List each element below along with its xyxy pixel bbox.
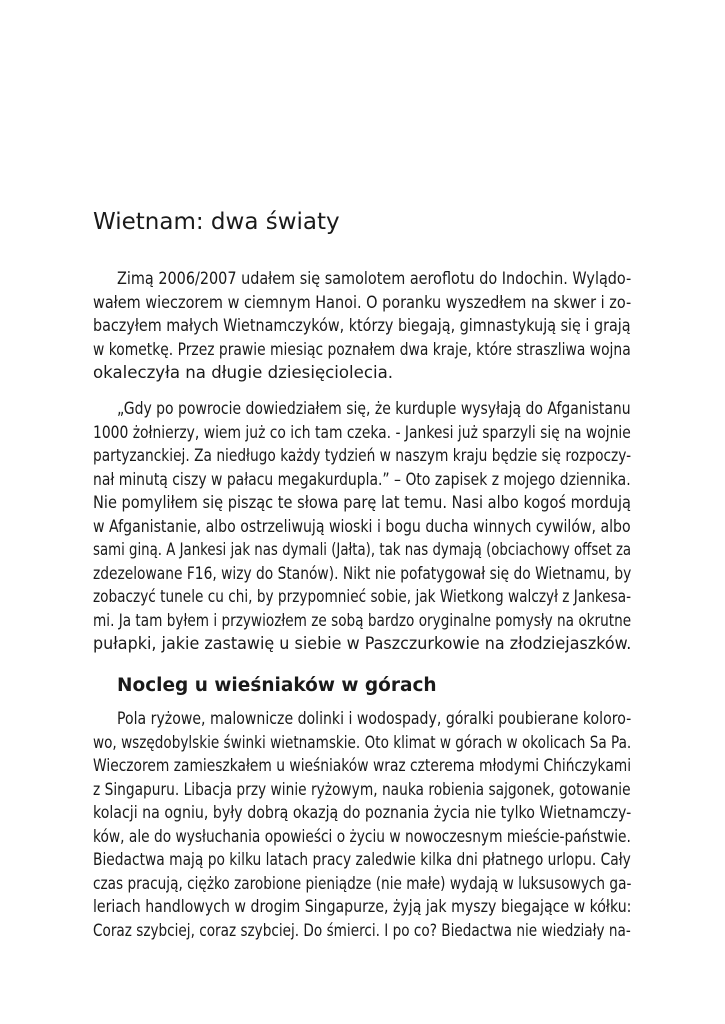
text-line: 1000 żołnierzy, wiem już co ich tam czeka. - Jankesi już sparzyli się na wojnie [93, 422, 631, 442]
text-line: wałem wieczorem w ciemnym Hanoi. O poranku wyszedłem na skwer i zo- [93, 292, 632, 312]
text-line: okaleczyła na długie dziesięciolecia. [93, 363, 394, 382]
section-title: Nocleg u wieśniaków w górach [117, 675, 437, 696]
text-line: „Gdy po powrocie dowiedziałem się, że kurduple wysyłają do Afganistanu [117, 399, 631, 418]
text-line: sami giną. A Jankesi jak nas dymali (Jałta), tak nas dymają (obciachowy offset za [93, 540, 632, 559]
text-line: Nie pomyliłem się pisząc te słowa parę lat temu. Nasi albo kogoś mordują [93, 493, 631, 512]
text-line: Biedactwa mają po kilku latach pracy zaledwie kilka dni płatnego urlopu. Cały [93, 850, 631, 869]
text-line: z Singapuru. Libacja przy winie ryżowym, nauka robienia sajgonek, gotowanie [93, 779, 631, 799]
text-line: pułapki, jakie zastawię u siebie w Paszczurkowie na złodziejaszków. [93, 634, 632, 653]
text-line: w Afganistanie, albo ostrzeliwują wioski i bogu ducha winnych cywilów, albo [93, 516, 631, 536]
text-line: leriach handlowych w drogim Singapurze, żyją jak myszy biegające w kółku: [93, 897, 632, 916]
text-line: zobaczyć tunele cu chi, by przypomnieć sobie, jak Wietkong walczył z Jankesa- [93, 587, 632, 606]
text-line: zdezelowane F16, wizy do Stanów). Nikt nie pofatygował się do Wietnamu, by [93, 563, 632, 583]
text-line: Coraz szybciej, coraz szybciej. Do śmierci. I po co? Biedactwa nie wiedziały na- [93, 920, 631, 940]
text-line: wo, wszędobylskie świnki wietnamskie. Oto klimat w górach w okolicach Sa Pa. [93, 732, 632, 752]
text-line: Pola ryżowe, malownicze dolinki i wodospady, góralki poubierane koloro- [117, 709, 632, 728]
text-line: w kometkę. Przez prawie miesiąc poznałem dwa kraje, które straszliwa wojna [93, 339, 631, 359]
text-line: kolacji na ogniu, były dobrą okazją do poznania życia nie tylko Wietnamczy- [93, 803, 632, 822]
text-line: Zimą 2006/2007 udałem się samolotem aeroflotu do Indochin. Wylądo- [117, 269, 632, 288]
chapter-title: Wietnam: dwa światy [93, 209, 340, 235]
text-line: nał minutą ciszy w pałacu megakurdupla.” – Oto zapisek z mojego dziennika. [93, 469, 631, 489]
text-line: baczyłem małych Wietnamczyków, którzy biegają, gimnastykują się i grają [93, 316, 631, 335]
text-line: mi. Ja tam byłem i przywiozłem ze sobą bardzo oryginalne pomysły na okrutne [93, 610, 632, 630]
text-line: partyzanckiej. Za niedługo każdy tydzień w naszym kraju będzie się rozpoczy- [93, 446, 632, 465]
text-line: ków, ale do wysłuchania opowieści o życiu w nowoczesnym mieście-państwie. [93, 826, 631, 846]
text-line: czas pracują, ciężko zarobione pieniądze (nie małe) wydają w luksusowych ga- [93, 873, 632, 893]
text-line: Wieczorem zamieszkałem u wieśniaków wraz czterema młodymi Chińczykami [93, 756, 632, 775]
